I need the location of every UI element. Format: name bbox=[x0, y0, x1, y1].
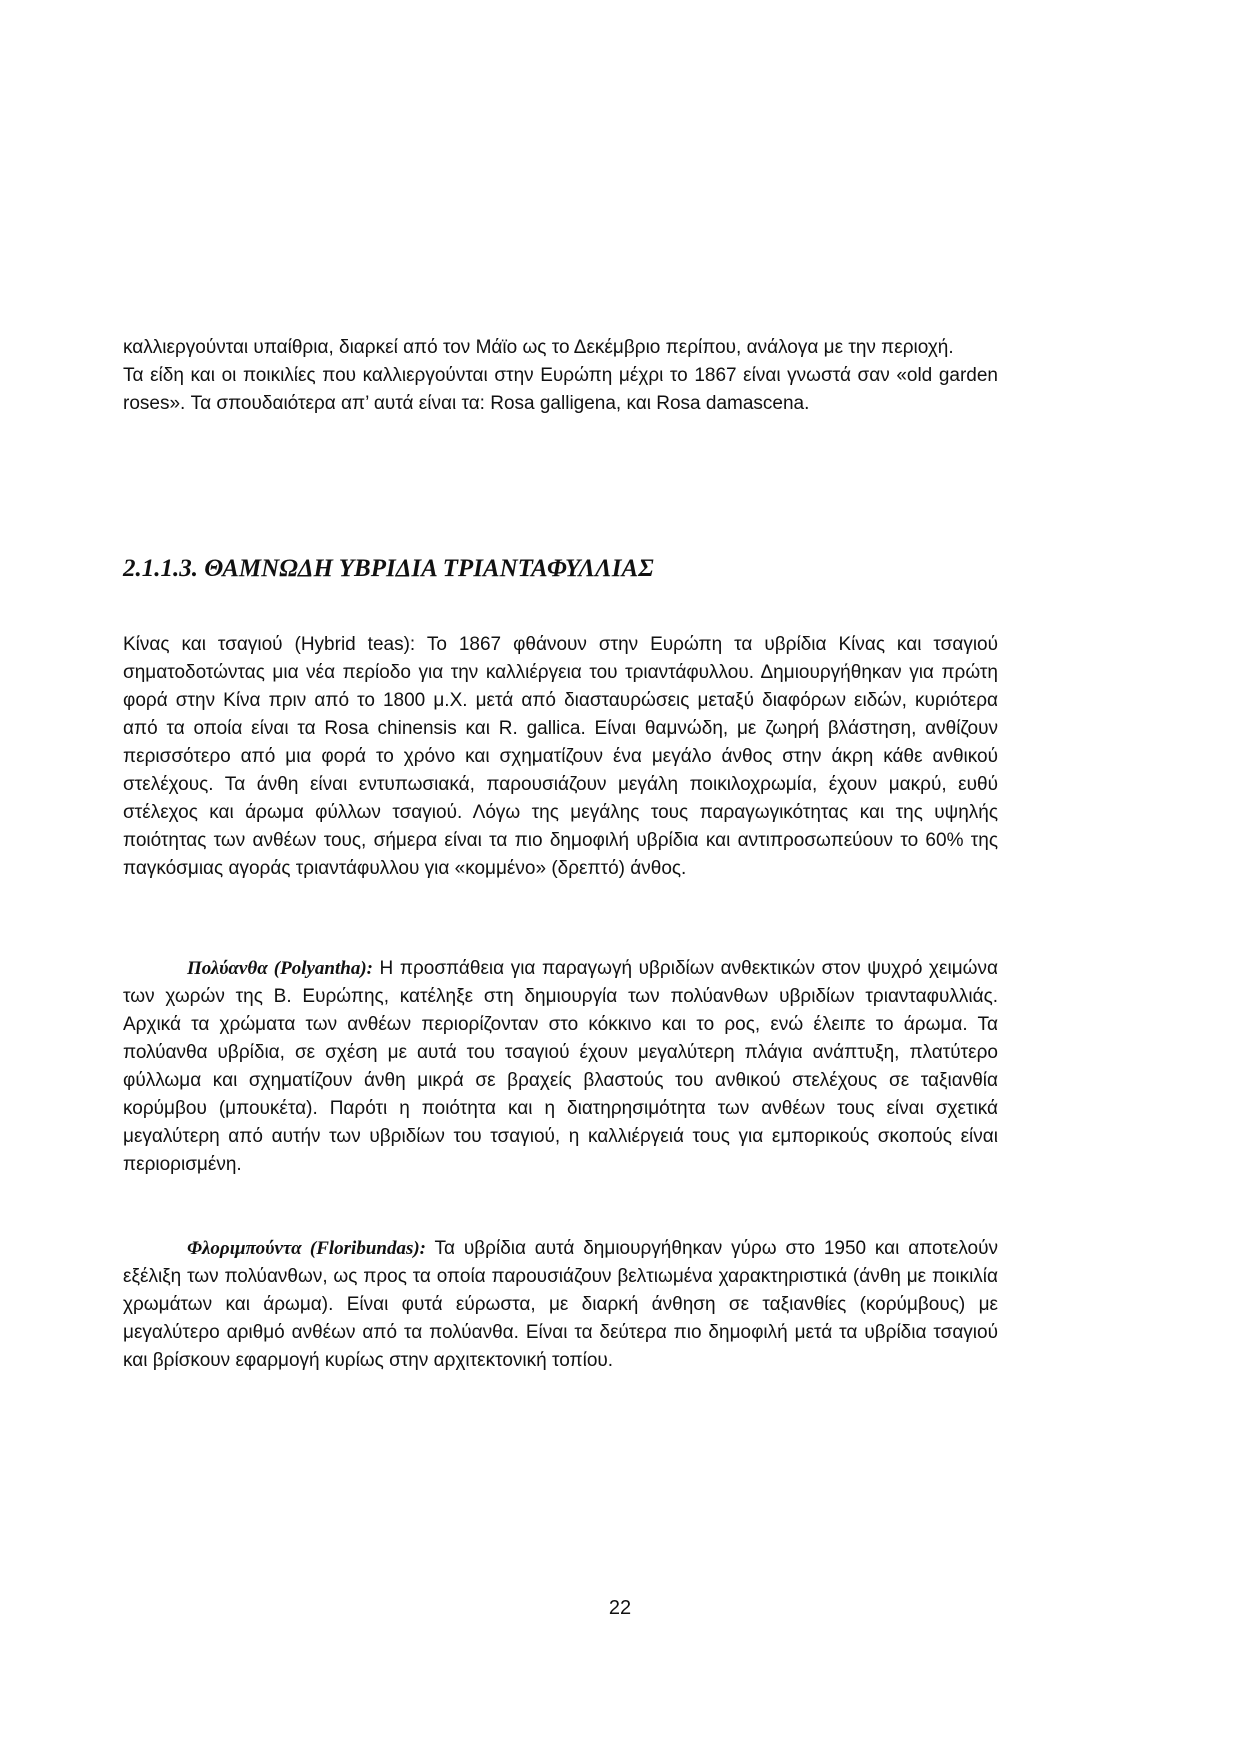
section-number: 2.1.1.3. bbox=[123, 555, 198, 582]
section-heading bbox=[123, 553, 998, 585]
page-number: 22 bbox=[608, 1597, 632, 1619]
polyantha-paragraph bbox=[123, 955, 998, 1179]
floribunda-text: Τα υβρίδια αυτά δημιουργήθηκαν γύρω στο 1950 και αποτελούν εξέλιξη των πολύανθων, ως προς τα οποία παρουσιάζουν βελτιωμένα χαρακτηριστικά (άνθη με ποικιλία χρωμάτων και άρωμα). Είναι φυτά εύρωστα, με διαρκή άνθηση σε ταξιανθίες (κορύμβους) με μεγαλύτερο αριθμό ανθέων από τα πολύανθα. Είναι τα δεύτερα πιο δημοφιλή μετά τα υβρίδια τσαγιού και βρίσκουν εφαρμογή κυρίως στην αρχιτεκτονική τοπίου. bbox=[123, 1238, 998, 1371]
intro-paragraph bbox=[123, 334, 998, 418]
hybrid-tea-paragraph: Κίνας και τσαγιού (Hybrid teas): Το 1867 φθάνουν στην Ευρώπη τα υβρίδια Κίνας και τσαγιού σηματοδοτώντας μια νέα περίοδο για την καλλιέργεια του τριαντάφυλλου. Δημιουργήθηκαν για πρώτη φορά στην Κίνα πριν από το 1800 μ.Χ. μετά από διασταυρώσεις μεταξύ διαφόρων ειδών, κυριότερα από τα οποία είναι τα Rosa chinensis και R. gallica. Είναι θαμνώδη, με ζωηρή βλάστηση, ανθίζουν περισσότερο από μια φορά το χρόνο και σχηματίζουν ένα μεγάλο άνθος στην άκρη κάθε ανθικού στελέχους. Τα άνθη είναι εντυπωσιακά, παρουσιάζουν μεγάλη ποικιλοχρωμία, έχουν μακρύ, ευθύ στέλεχος και άρωμα φύλλων τσαγιού. Λόγω της μεγάλης τους παραγωγικότητας και της υψηλής ποιότητας των ανθέων τους, σήμερα είναι τα πιο δημοφιλή υβρίδια και αντιπροσωπεύουν το 60% της παγκόσμιας αγοράς τριαντάφυλλου για «κομμένο» (δρεπτό) άνθος. bbox=[123, 634, 998, 879]
polyantha-text: Η προσπάθεια για παραγωγή υβριδίων ανθεκτικών στον ψυχρό χειμώνα των χωρών της Β. Ευρώπης, κατέληξε στη δημιουργία των πολύανθων υβριδίων τριανταφυλλιάς. Αρχικά τα χρώματα των ανθέων περιορίζονταν στο κόκκινο και το ρος, ενώ έλειπε το άρωμα. Τα πολύανθα υβρίδια, σε σχέση με αυτά του τσαγιού έχουν μεγαλύτερη πλάγια ανάπτυξη, πλατύτερο φύλλωμα και σχηματίζουν άνθη μικρά σε βραχείς βλαστούς του ανθικού στελέχους σε ταξιανθία κορύμβου (μπουκέτα). Παρότι η ποιότητα και η διατηρησιμότητα των ανθέων τους είναι σχετικά μεγαλύτερη από αυτήν των υβριδίων του τσαγιού, η καλλιέργειά τους για εμπορικούς σκοπούς είναι περιορισμένη. bbox=[123, 958, 998, 1175]
floribunda-term: Φλοριμπούντα (Floribundas): bbox=[187, 1238, 427, 1259]
floribunda-paragraph bbox=[123, 1235, 998, 1375]
polyantha-term: Πολύανθα (Polyantha): bbox=[187, 958, 373, 979]
intro-line-2: Τα είδη και οι ποικιλίες που καλλιεργούνται στην Ευρώπη μέχρι το 1867 είναι γνωστά σαν «old garden roses». Τα σπουδαιότερα απ’ αυτά είναι τα: Rosa galligena, και Rosa damascena. bbox=[123, 365, 998, 414]
section-title: ΘΑΜΝΩΔΗ ΥΒΡΙΔΙΑ ΤΡΙΑΝΤΑΦΥΛΛΙΑΣ bbox=[204, 555, 654, 582]
intro-line-1: καλλιεργούνται υπαίθρια, διαρκεί από τον Μάϊο ως το Δεκέμβριο περίπου, ανάλογα με την περιοχή. bbox=[123, 337, 954, 358]
